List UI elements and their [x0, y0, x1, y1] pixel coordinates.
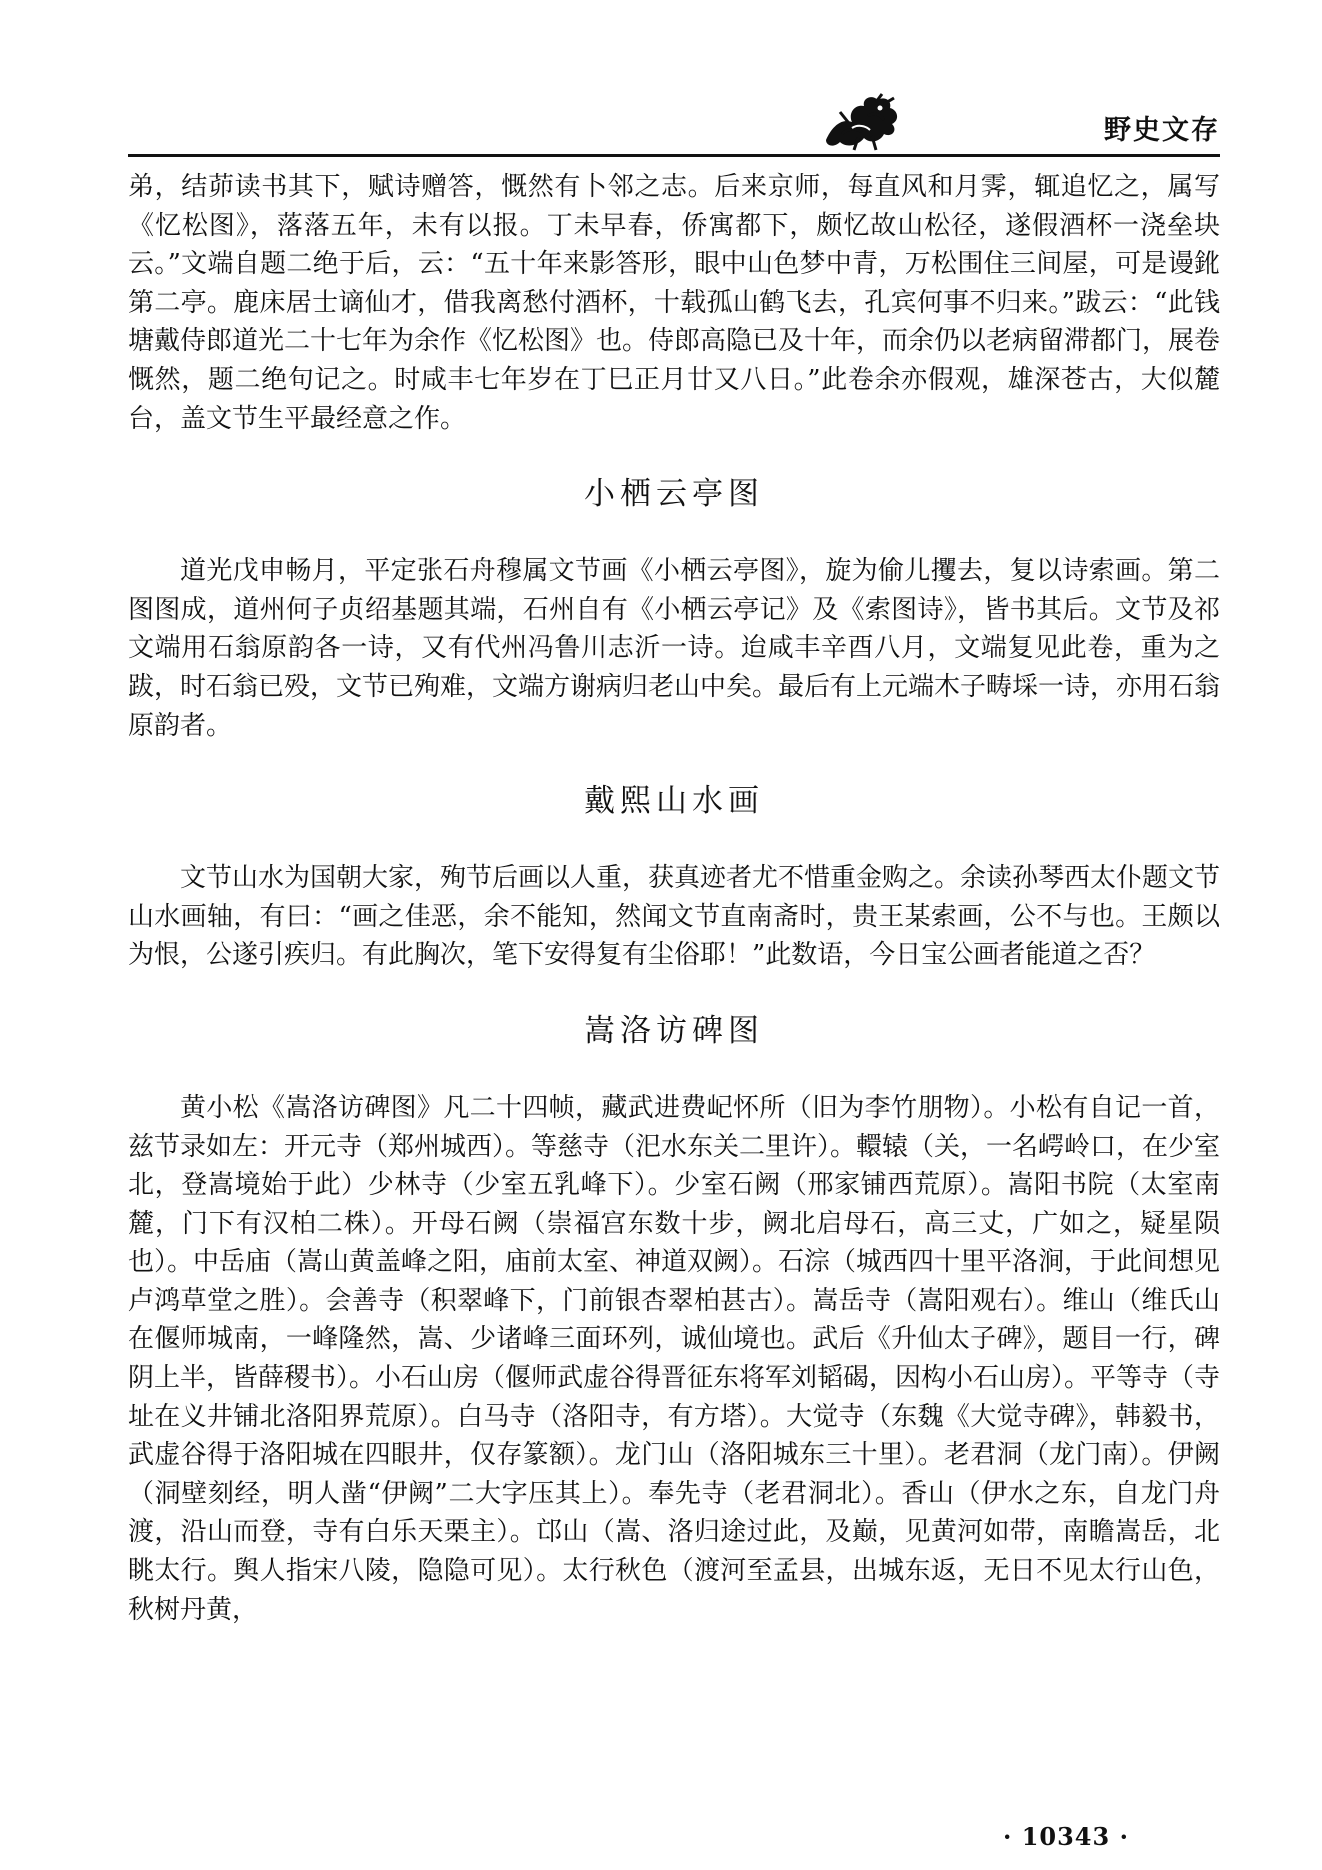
header-rule: [128, 154, 1220, 157]
series-title: 野史文存: [1104, 115, 1220, 146]
page-body: [128, 168, 1220, 1629]
page-number: · 10343 ·: [1003, 1822, 1129, 1851]
section-title: 嵩洛访碑图: [584, 1012, 764, 1049]
running-header: [128, 88, 1220, 158]
section-title: 戴熙山水画: [584, 783, 764, 820]
dragon-emblem-icon: [818, 88, 904, 154]
section-paragraph: 黄小松《嵩洛访碑图》凡二十四帧，藏武进费屺怀所（旧为李竹朋物）。小松有自记一首，兹节录如左：开元寺（郑州城西）。等慈寺（汜水东关二里许）。轘辕（关，一名崿岭口，在少室北，登嵩境始于此）少林寺（少室五乳峰下）。少室石阙（邢家铺西荒原）。嵩阳书院（太室南麓，门下有汉柏二株）。开母石阙（崇福宫东数十步，阙北启母石，高三丈，广如之，疑星陨也）。中岳庙（嵩山黄盖峰之阳，庙前太室、神道双阙）。石淙（城西四十里平洛涧，于此间想见卢鸿草堂之胜）。会善寺（积翠峰下，门前银杏翠柏甚古）。嵩岳寺（嵩阳观右）。维山（维氏山在偃师城南，一峰隆然，嵩、少诸峰三面环列，诚仙境也。武后《升仙太子碑》，题目一行，碑阴上半，皆薛稷书）。小石山房（偃师武虚谷得晋征东将军刘韬碣，因构小石山房）。平等寺（寺址在义井铺北洛阳界荒原）。白马寺（洛阳寺，有方塔）。大觉寺（东魏《大觉寺碑》，韩毅书，武虚谷得于洛阳城在四眼井，仅存篆额）。龙门山（洛阳城东三十里）。老君洞（龙门南）。伊阙（洞壁刻经，明人凿“伊阙”二大字压其上）。奉先寺（老君洞北）。香山（伊水之东，自龙门舟渡，沿山而登，寺有白乐天栗主）。邙山（嵩、洛归途过此，及巅，见黄河如带，南瞻嵩岳，北眺太行。舆人指宋八陵，隐隐可见）。太行秋色（渡河至孟县，出城东返，无日不见太行山色，秋树丹黄，: [128, 1092, 1221, 1625]
section-title: 小栖云亭图: [584, 476, 764, 513]
section-paragraph: 文节山水为国朝大家，殉节后画以人重，获真迹者尤不惜重金购之。余读孙琴西太仆题文节山水画轴，有曰：“画之佳恶，余不能知，然闻文节直南斋时，贵王某索画，公不与也。王颇以为恨，公遂引疾归。有此胸次，笔下安得复有尘俗耶！”此数语，今日宝公画者能道之否？: [128, 863, 1221, 971]
continued-paragraph: 弟，结茆读书其下，赋诗赠答，慨然有卜邻之志。后来京师，每直风和月霁，辄追忆之，属写《忆松图》，落落五年，未有以报。丁未早春，侨寓都下，颇忆故山松径，遂假酒杯一浇垒块云。”文端自题二绝于后，云：“五十年来影答形，眼中山色梦中青，万松围住三间屋，可是谩鈋第二亭。鹿床居士谪仙才，借我离愁付酒杯，十载孤山鹤飞去，孔宾何事不归来。”跋云：“此钱塘戴侍郎道光二十七年为余作《忆松图》也。侍郎高隐已及十年，而余仍以老病留滞都门，展卷慨然，题二绝句记之。时咸丰七年岁在丁巳正月廿又八日。”此卷余亦假观，雄深苍古，大似麓台，盖文节生平最经意之作。: [128, 172, 1221, 434]
section-paragraph: 道光戊申畅月，平定张石舟穆属文节画《小栖云亭图》，旋为偷儿攫去，复以诗索画。第二图图成，道州何子贞绍基题其端，石州自有《小栖云亭记》及《索图诗》，皆书其后。文节及祁文端用石翁原韵各一诗，又有代州冯鲁川志沂一诗。迨咸丰辛酉八月，文端复见此卷，重为之跋，时石翁已殁，文节已殉难，文端方谢病归老山中矣。最后有上元端木子畴埰一诗，亦用石翁原韵者。: [128, 556, 1221, 741]
